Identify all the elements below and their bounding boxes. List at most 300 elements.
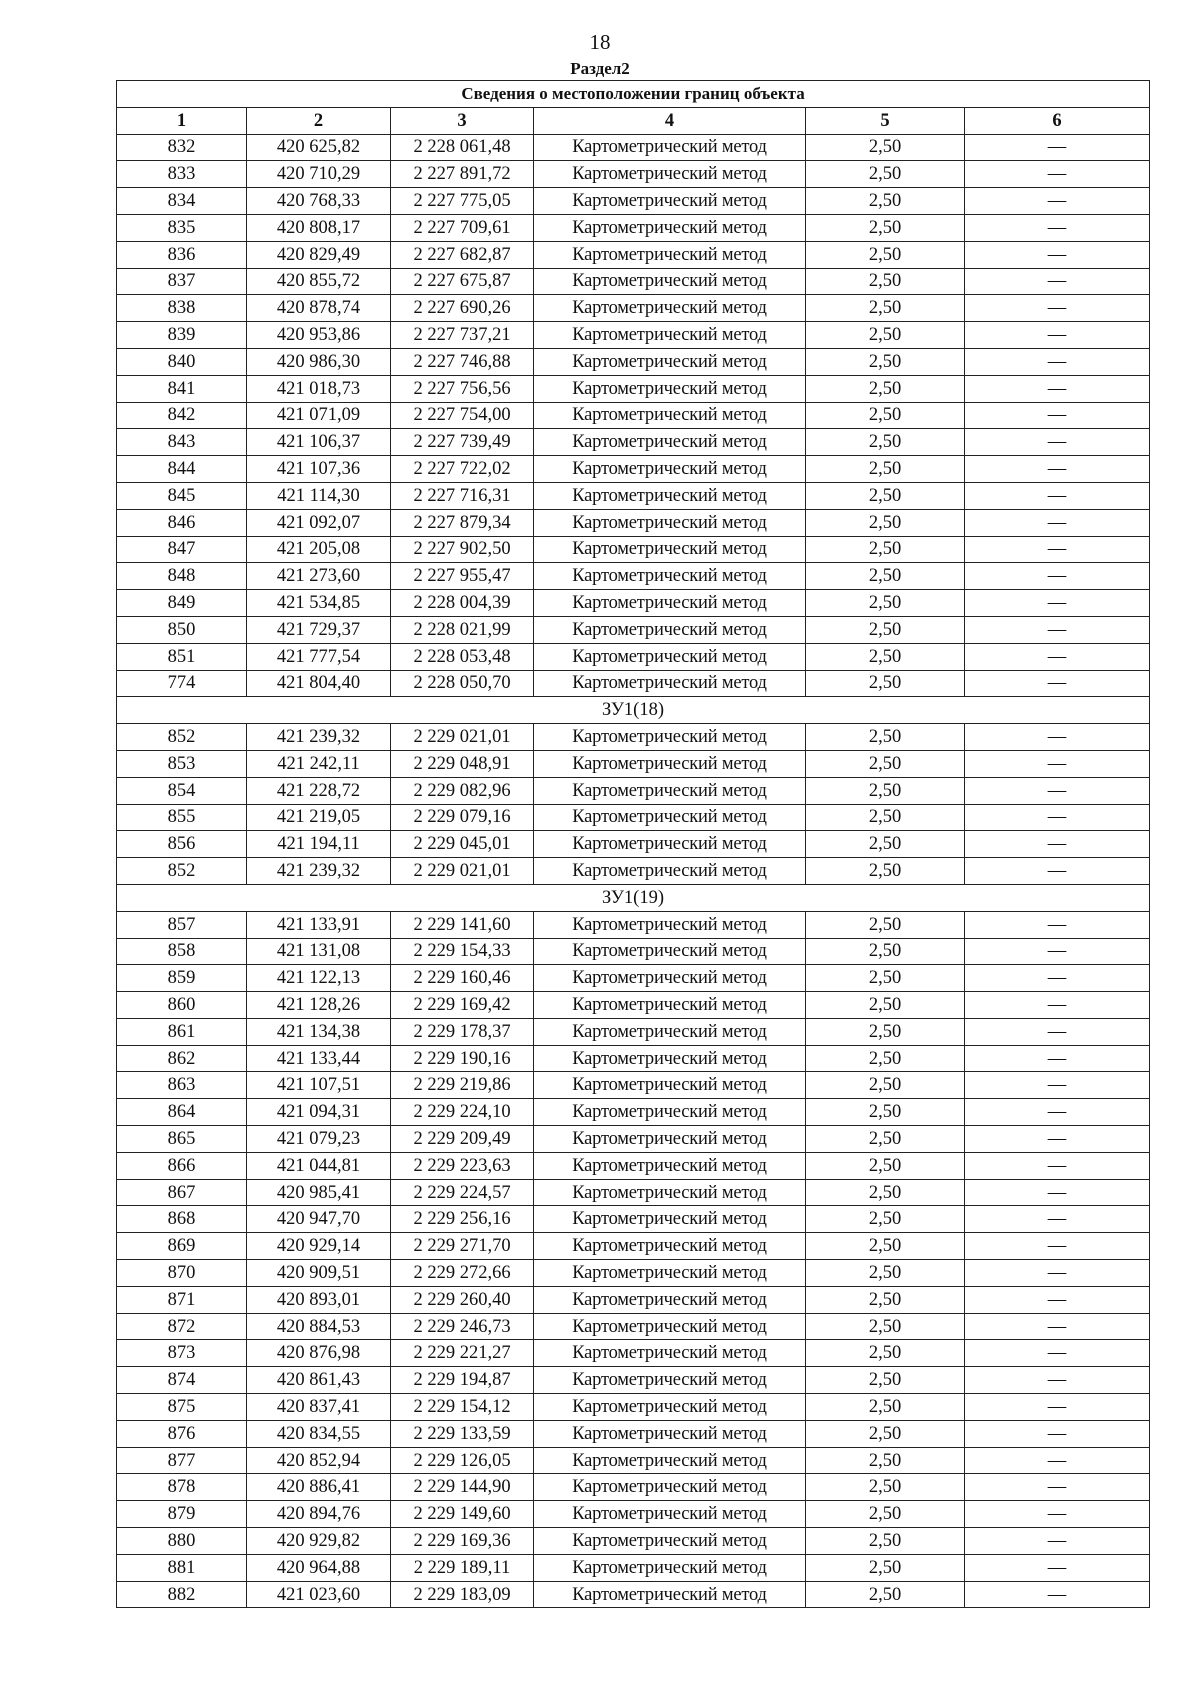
method-cell: Картометрический метод — [534, 214, 806, 241]
point-number-cell: 880 — [117, 1528, 247, 1555]
y-coordinate-cell: 2 229 260,40 — [391, 1286, 534, 1313]
point-number-cell: 879 — [117, 1501, 247, 1528]
method-cell: Картометрический метод — [534, 1045, 806, 1072]
y-coordinate-cell: 2 229 045,01 — [391, 831, 534, 858]
y-coordinate-cell: 2 229 133,59 — [391, 1420, 534, 1447]
y-coordinate-cell: 2 229 079,16 — [391, 804, 534, 831]
point-number-cell: 881 — [117, 1554, 247, 1581]
table-row — [117, 670, 1150, 697]
point-number-cell: 852 — [117, 724, 247, 751]
description-cell: — — [965, 1581, 1150, 1608]
method-cell: Картометрический метод — [534, 1528, 806, 1555]
method-cell: Картометрический метод — [534, 1313, 806, 1340]
column-number-row — [117, 107, 1150, 134]
point-number-cell: 862 — [117, 1045, 247, 1072]
description-cell: — — [965, 1099, 1150, 1126]
description-cell: — — [965, 1420, 1150, 1447]
point-number-cell: 856 — [117, 831, 247, 858]
accuracy-cell: 2,50 — [806, 214, 965, 241]
description-cell: — — [965, 268, 1150, 295]
method-cell: Картометрический метод — [534, 750, 806, 777]
point-number-cell: 846 — [117, 509, 247, 536]
x-coordinate-cell: 421 242,11 — [247, 750, 391, 777]
description-cell: — — [965, 134, 1150, 161]
method-cell: Картометрический метод — [534, 777, 806, 804]
table-row — [117, 1367, 1150, 1394]
description-cell: — — [965, 1045, 1150, 1072]
x-coordinate-cell: 421 134,38 — [247, 1018, 391, 1045]
table-row — [117, 322, 1150, 349]
table-row — [117, 402, 1150, 429]
x-coordinate-cell: 421 128,26 — [247, 992, 391, 1019]
point-number-cell: 839 — [117, 322, 247, 349]
method-cell: Картометрический метод — [534, 348, 806, 375]
method-cell: Картометрический метод — [534, 616, 806, 643]
table-row — [117, 858, 1150, 885]
accuracy-cell: 2,50 — [806, 1206, 965, 1233]
accuracy-cell: 2,50 — [806, 1179, 965, 1206]
page-number: 18 — [589, 30, 611, 54]
point-number-cell: 873 — [117, 1340, 247, 1367]
table-row — [117, 1554, 1150, 1581]
method-cell: Картометрический метод — [534, 482, 806, 509]
x-coordinate-cell: 420 829,49 — [247, 241, 391, 268]
accuracy-cell: 2,50 — [806, 161, 965, 188]
point-number-cell: 851 — [117, 643, 247, 670]
table-header — [117, 81, 1150, 135]
description-cell: — — [965, 1206, 1150, 1233]
x-coordinate-cell: 421 079,23 — [247, 1126, 391, 1153]
x-coordinate-cell: 420 947,70 — [247, 1206, 391, 1233]
y-coordinate-cell: 2 229 183,09 — [391, 1581, 534, 1608]
method-cell: Картометрический метод — [534, 1394, 806, 1421]
point-number-cell: 872 — [117, 1313, 247, 1340]
method-cell: Картометрический метод — [534, 268, 806, 295]
x-coordinate-cell: 420 985,41 — [247, 1179, 391, 1206]
x-coordinate-cell: 420 852,94 — [247, 1447, 391, 1474]
accuracy-cell: 2,50 — [806, 1233, 965, 1260]
point-number-cell: 848 — [117, 563, 247, 590]
y-coordinate-cell: 2 227 675,87 — [391, 268, 534, 295]
description-cell: — — [965, 1554, 1150, 1581]
table-row — [117, 134, 1150, 161]
boundary-coordinates-table — [116, 80, 1150, 1608]
method-cell: Картометрический метод — [534, 188, 806, 215]
y-coordinate-cell: 2 227 754,00 — [391, 402, 534, 429]
y-coordinate-cell: 2 229 178,37 — [391, 1018, 534, 1045]
y-coordinate-cell: 2 227 879,34 — [391, 509, 534, 536]
point-number-cell: 842 — [117, 402, 247, 429]
method-cell: Картометрический метод — [534, 724, 806, 751]
point-number-cell: 869 — [117, 1233, 247, 1260]
table-row — [117, 992, 1150, 1019]
y-coordinate-cell: 2 229 160,46 — [391, 965, 534, 992]
description-cell: — — [965, 161, 1150, 188]
accuracy-cell: 2,50 — [806, 1072, 965, 1099]
method-cell: Картометрический метод — [534, 1474, 806, 1501]
accuracy-cell: 2,50 — [806, 670, 965, 697]
accuracy-cell: 2,50 — [806, 1447, 965, 1474]
table-row — [117, 1072, 1150, 1099]
accuracy-cell: 2,50 — [806, 536, 965, 563]
accuracy-cell: 2,50 — [806, 616, 965, 643]
method-cell: Картометрический метод — [534, 804, 806, 831]
method-cell: Картометрический метод — [534, 831, 806, 858]
x-coordinate-cell: 420 855,72 — [247, 268, 391, 295]
accuracy-cell: 2,50 — [806, 965, 965, 992]
description-cell: — — [965, 804, 1150, 831]
y-coordinate-cell: 2 229 149,60 — [391, 1501, 534, 1528]
table-row — [117, 1126, 1150, 1153]
table-row — [117, 1018, 1150, 1045]
description-cell: — — [965, 1474, 1150, 1501]
x-coordinate-cell: 420 625,82 — [247, 134, 391, 161]
table-row — [117, 1474, 1150, 1501]
method-cell: Картометрический метод — [534, 1018, 806, 1045]
description-cell: — — [965, 1528, 1150, 1555]
table-row — [117, 1447, 1150, 1474]
method-cell: Картометрический метод — [534, 1501, 806, 1528]
description-cell: — — [965, 295, 1150, 322]
y-coordinate-cell: 2 227 756,56 — [391, 375, 534, 402]
y-coordinate-cell: 2 227 902,50 — [391, 536, 534, 563]
point-number-cell: 836 — [117, 241, 247, 268]
y-coordinate-cell: 2 228 004,39 — [391, 590, 534, 617]
x-coordinate-cell: 420 710,29 — [247, 161, 391, 188]
point-number-cell: 840 — [117, 348, 247, 375]
point-number-cell: 833 — [117, 161, 247, 188]
description-cell: — — [965, 992, 1150, 1019]
description-cell: — — [965, 456, 1150, 483]
y-coordinate-cell: 2 227 722,02 — [391, 456, 534, 483]
method-cell: Картометрический метод — [534, 1152, 806, 1179]
y-coordinate-cell: 2 229 169,42 — [391, 992, 534, 1019]
x-coordinate-cell: 421 131,08 — [247, 938, 391, 965]
point-number-cell: 870 — [117, 1260, 247, 1287]
accuracy-cell: 2,50 — [806, 590, 965, 617]
group-row — [117, 884, 1150, 911]
x-coordinate-cell: 421 133,91 — [247, 911, 391, 938]
point-number-cell: 854 — [117, 777, 247, 804]
description-cell: — — [965, 536, 1150, 563]
method-cell: Картометрический метод — [534, 643, 806, 670]
accuracy-cell: 2,50 — [806, 1554, 965, 1581]
table-body — [117, 134, 1150, 1608]
table-row — [117, 1179, 1150, 1206]
point-number-cell: 855 — [117, 804, 247, 831]
table-row — [117, 429, 1150, 456]
y-coordinate-cell: 2 227 709,61 — [391, 214, 534, 241]
method-cell: Картометрический метод — [534, 375, 806, 402]
x-coordinate-cell: 420 929,14 — [247, 1233, 391, 1260]
point-number-cell: 866 — [117, 1152, 247, 1179]
accuracy-cell: 2,50 — [806, 1018, 965, 1045]
point-number-cell: 841 — [117, 375, 247, 402]
description-cell: — — [965, 1126, 1150, 1153]
y-coordinate-cell: 2 229 154,33 — [391, 938, 534, 965]
method-cell: Картометрический метод — [534, 670, 806, 697]
table-row — [117, 1152, 1150, 1179]
y-coordinate-cell: 2 229 256,16 — [391, 1206, 534, 1233]
point-number-cell: 832 — [117, 134, 247, 161]
description-cell: — — [965, 509, 1150, 536]
description-cell: — — [965, 670, 1150, 697]
method-cell: Картометрический метод — [534, 563, 806, 590]
point-number-cell: 849 — [117, 590, 247, 617]
description-cell: — — [965, 214, 1150, 241]
method-cell: Картометрический метод — [534, 1179, 806, 1206]
point-number-cell: 865 — [117, 1126, 247, 1153]
table-row — [117, 348, 1150, 375]
point-number-cell: 838 — [117, 295, 247, 322]
x-coordinate-cell: 421 133,44 — [247, 1045, 391, 1072]
accuracy-cell: 2,50 — [806, 402, 965, 429]
y-coordinate-cell: 2 229 272,66 — [391, 1260, 534, 1287]
table-row — [117, 1045, 1150, 1072]
point-number-cell: 871 — [117, 1286, 247, 1313]
point-number-cell: 864 — [117, 1099, 247, 1126]
x-coordinate-cell: 421 777,54 — [247, 643, 391, 670]
table-row — [117, 938, 1150, 965]
point-number-cell: 858 — [117, 938, 247, 965]
y-coordinate-cell: 2 227 690,26 — [391, 295, 534, 322]
accuracy-cell: 2,50 — [806, 1581, 965, 1608]
x-coordinate-cell: 421 729,37 — [247, 616, 391, 643]
description-cell: — — [965, 402, 1150, 429]
accuracy-cell: 2,50 — [806, 188, 965, 215]
point-number-cell: 837 — [117, 268, 247, 295]
point-number-cell: 857 — [117, 911, 247, 938]
point-number-cell: 859 — [117, 965, 247, 992]
method-cell: Картометрический метод — [534, 590, 806, 617]
table-row — [117, 590, 1150, 617]
accuracy-cell: 2,50 — [806, 831, 965, 858]
accuracy-cell: 2,50 — [806, 456, 965, 483]
description-cell: — — [965, 429, 1150, 456]
y-coordinate-cell: 2 227 775,05 — [391, 188, 534, 215]
group-label: ЗУ1(18) — [117, 697, 1150, 724]
description-cell: — — [965, 322, 1150, 349]
point-number-cell: 882 — [117, 1581, 247, 1608]
y-coordinate-cell: 2 228 053,48 — [391, 643, 534, 670]
y-coordinate-cell: 2 229 190,16 — [391, 1045, 534, 1072]
x-coordinate-cell: 420 886,41 — [247, 1474, 391, 1501]
column-header: 3 — [391, 107, 534, 134]
y-coordinate-cell: 2 229 154,12 — [391, 1394, 534, 1421]
x-coordinate-cell: 420 953,86 — [247, 322, 391, 349]
description-cell: — — [965, 1501, 1150, 1528]
accuracy-cell: 2,50 — [806, 1152, 965, 1179]
accuracy-cell: 2,50 — [806, 509, 965, 536]
table-row — [117, 643, 1150, 670]
accuracy-cell: 2,50 — [806, 643, 965, 670]
x-coordinate-cell: 420 893,01 — [247, 1286, 391, 1313]
description-cell: — — [965, 831, 1150, 858]
method-cell: Картометрический метод — [534, 858, 806, 885]
description-cell: — — [965, 911, 1150, 938]
description-cell: — — [965, 590, 1150, 617]
table-row — [117, 1313, 1150, 1340]
y-coordinate-cell: 2 229 224,57 — [391, 1179, 534, 1206]
point-number-cell: 861 — [117, 1018, 247, 1045]
accuracy-cell: 2,50 — [806, 1313, 965, 1340]
table-row — [117, 1581, 1150, 1608]
point-number-cell: 774 — [117, 670, 247, 697]
accuracy-cell: 2,50 — [806, 241, 965, 268]
x-coordinate-cell: 420 768,33 — [247, 188, 391, 215]
x-coordinate-cell: 421 018,73 — [247, 375, 391, 402]
y-coordinate-cell: 2 227 737,21 — [391, 322, 534, 349]
y-coordinate-cell: 2 229 082,96 — [391, 777, 534, 804]
table-row — [117, 804, 1150, 831]
accuracy-cell: 2,50 — [806, 375, 965, 402]
method-cell: Картометрический метод — [534, 992, 806, 1019]
method-cell: Картометрический метод — [534, 965, 806, 992]
description-cell: — — [965, 1286, 1150, 1313]
x-coordinate-cell: 420 909,51 — [247, 1260, 391, 1287]
accuracy-cell: 2,50 — [806, 1394, 965, 1421]
column-header: 6 — [965, 107, 1150, 134]
y-coordinate-cell: 2 229 223,63 — [391, 1152, 534, 1179]
method-cell: Картометрический метод — [534, 295, 806, 322]
y-coordinate-cell: 2 229 144,90 — [391, 1474, 534, 1501]
method-cell: Картометрический метод — [534, 1554, 806, 1581]
description-cell: — — [965, 563, 1150, 590]
method-cell: Картометрический метод — [534, 1286, 806, 1313]
description-cell: — — [965, 1152, 1150, 1179]
description-cell: — — [965, 858, 1150, 885]
method-cell: Картометрический метод — [534, 938, 806, 965]
description-cell: — — [965, 777, 1150, 804]
x-coordinate-cell: 421 194,11 — [247, 831, 391, 858]
x-coordinate-cell: 421 239,32 — [247, 724, 391, 751]
y-coordinate-cell: 2 229 141,60 — [391, 911, 534, 938]
accuracy-cell: 2,50 — [806, 777, 965, 804]
table-row — [117, 1206, 1150, 1233]
y-coordinate-cell: 2 229 021,01 — [391, 724, 534, 751]
point-number-cell: 852 — [117, 858, 247, 885]
x-coordinate-cell: 420 837,41 — [247, 1394, 391, 1421]
y-coordinate-cell: 2 227 739,49 — [391, 429, 534, 456]
x-coordinate-cell: 420 986,30 — [247, 348, 391, 375]
description-cell: — — [965, 188, 1150, 215]
accuracy-cell: 2,50 — [806, 268, 965, 295]
accuracy-cell: 2,50 — [806, 1474, 965, 1501]
method-cell: Картометрический метод — [534, 1099, 806, 1126]
x-coordinate-cell: 420 884,53 — [247, 1313, 391, 1340]
y-coordinate-cell: 2 228 061,48 — [391, 134, 534, 161]
table-row — [117, 268, 1150, 295]
accuracy-cell: 2,50 — [806, 911, 965, 938]
accuracy-cell: 2,50 — [806, 1528, 965, 1555]
description-cell: — — [965, 965, 1150, 992]
x-coordinate-cell: 421 114,30 — [247, 482, 391, 509]
method-cell: Картометрический метод — [534, 509, 806, 536]
y-coordinate-cell: 2 229 189,11 — [391, 1554, 534, 1581]
table-row — [117, 831, 1150, 858]
y-coordinate-cell: 2 229 126,05 — [391, 1447, 534, 1474]
method-cell: Картометрический метод — [534, 536, 806, 563]
table-row — [117, 750, 1150, 777]
x-coordinate-cell: 421 044,81 — [247, 1152, 391, 1179]
point-number-cell: 867 — [117, 1179, 247, 1206]
x-coordinate-cell: 421 106,37 — [247, 429, 391, 456]
accuracy-cell: 2,50 — [806, 1501, 965, 1528]
x-coordinate-cell: 420 894,76 — [247, 1501, 391, 1528]
method-cell: Картометрический метод — [534, 1420, 806, 1447]
table-row — [117, 1099, 1150, 1126]
table-row — [117, 616, 1150, 643]
table-row — [117, 188, 1150, 215]
x-coordinate-cell: 421 205,08 — [247, 536, 391, 563]
y-coordinate-cell: 2 228 050,70 — [391, 670, 534, 697]
y-coordinate-cell: 2 229 246,73 — [391, 1313, 534, 1340]
x-coordinate-cell: 420 834,55 — [247, 1420, 391, 1447]
y-coordinate-cell: 2 227 682,87 — [391, 241, 534, 268]
description-cell: — — [965, 1367, 1150, 1394]
description-cell: — — [965, 938, 1150, 965]
table-row — [117, 241, 1150, 268]
x-coordinate-cell: 421 273,60 — [247, 563, 391, 590]
y-coordinate-cell: 2 229 271,70 — [391, 1233, 534, 1260]
point-number-cell: 845 — [117, 482, 247, 509]
y-coordinate-cell: 2 229 219,86 — [391, 1072, 534, 1099]
x-coordinate-cell: 421 092,07 — [247, 509, 391, 536]
y-coordinate-cell: 2 229 194,87 — [391, 1367, 534, 1394]
accuracy-cell: 2,50 — [806, 804, 965, 831]
table-row — [117, 777, 1150, 804]
method-cell: Картометрический метод — [534, 1581, 806, 1608]
accuracy-cell: 2,50 — [806, 992, 965, 1019]
table-row — [117, 724, 1150, 751]
y-coordinate-cell: 2 227 716,31 — [391, 482, 534, 509]
method-cell: Картометрический метод — [534, 1447, 806, 1474]
accuracy-cell: 2,50 — [806, 1420, 965, 1447]
accuracy-cell: 2,50 — [806, 1340, 965, 1367]
point-number-cell: 835 — [117, 214, 247, 241]
accuracy-cell: 2,50 — [806, 1099, 965, 1126]
x-coordinate-cell: 420 929,82 — [247, 1528, 391, 1555]
x-coordinate-cell: 420 878,74 — [247, 295, 391, 322]
description-cell: — — [965, 241, 1150, 268]
table-row — [117, 1260, 1150, 1287]
description-cell: — — [965, 750, 1150, 777]
group-row — [117, 697, 1150, 724]
accuracy-cell: 2,50 — [806, 1286, 965, 1313]
description-cell: — — [965, 1179, 1150, 1206]
x-coordinate-cell: 420 861,43 — [247, 1367, 391, 1394]
table-row — [117, 1233, 1150, 1260]
method-cell: Картометрический метод — [534, 161, 806, 188]
point-number-cell: 844 — [117, 456, 247, 483]
y-coordinate-cell: 2 228 021,99 — [391, 616, 534, 643]
column-header: 4 — [534, 107, 806, 134]
y-coordinate-cell: 2 229 021,01 — [391, 858, 534, 885]
table-row — [117, 482, 1150, 509]
description-cell: — — [965, 348, 1150, 375]
x-coordinate-cell: 421 239,32 — [247, 858, 391, 885]
table-row — [117, 1286, 1150, 1313]
description-cell: — — [965, 1447, 1150, 1474]
accuracy-cell: 2,50 — [806, 1045, 965, 1072]
y-coordinate-cell: 2 229 221,27 — [391, 1340, 534, 1367]
accuracy-cell: 2,50 — [806, 1260, 965, 1287]
table-row — [117, 214, 1150, 241]
x-coordinate-cell: 421 071,09 — [247, 402, 391, 429]
table-row — [117, 456, 1150, 483]
table-row — [117, 563, 1150, 590]
point-number-cell: 847 — [117, 536, 247, 563]
